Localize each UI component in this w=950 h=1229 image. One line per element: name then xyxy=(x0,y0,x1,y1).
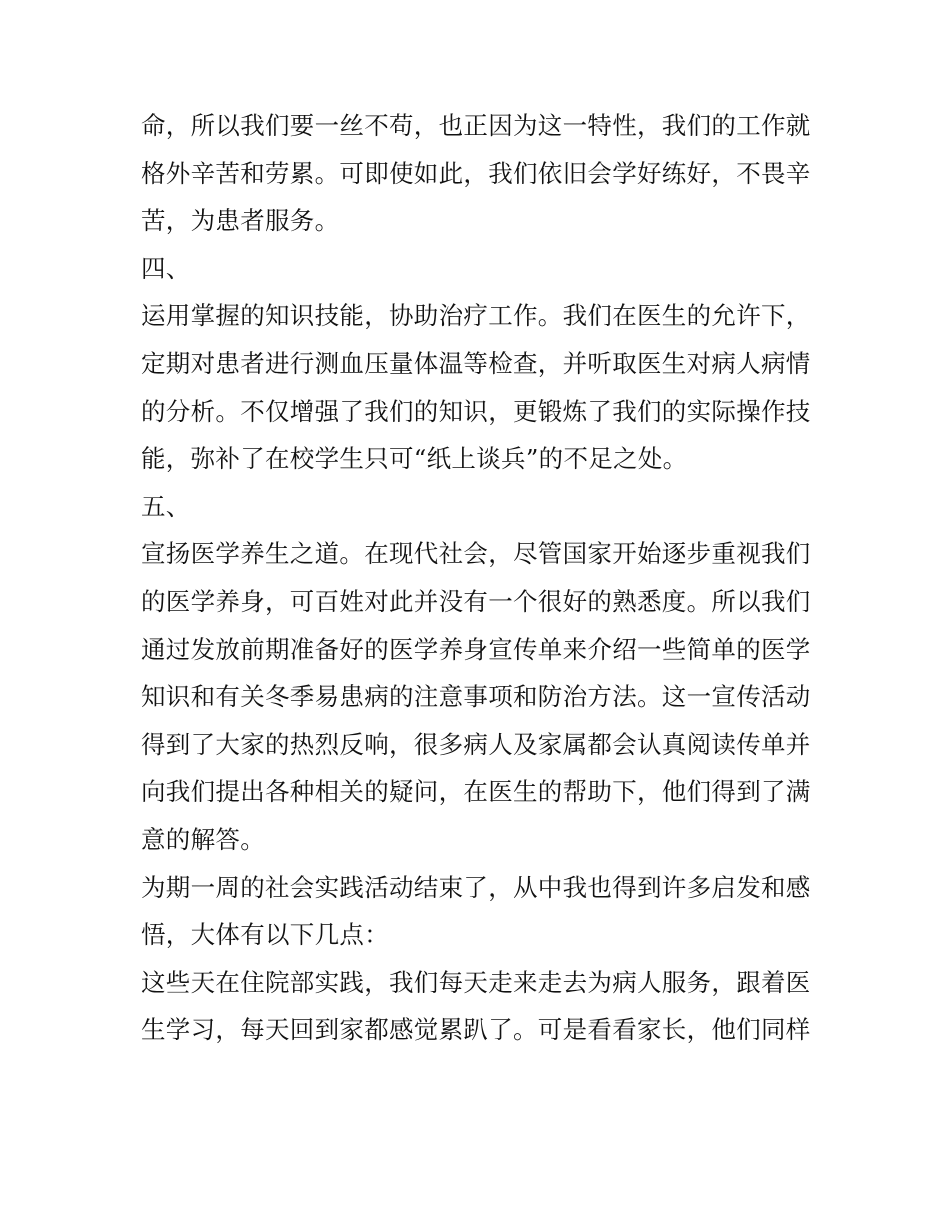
section-heading-5: 五、 xyxy=(141,491,191,521)
text-line: 为期一周的社会实践活动结束了，从中我也得到许多启发和感 xyxy=(141,872,811,902)
text-line: 宣扬医学养生之道。在现代社会，尽管国家开始逐步重视我们 xyxy=(141,539,811,569)
text-line: 苦，为患者服务。 xyxy=(141,206,340,236)
text-line: 生学习，每天回到家都感觉累趴了。可是看看家长，他们同样 xyxy=(141,1015,811,1045)
section-heading-4: 四、 xyxy=(141,253,191,283)
text-line: 得到了大家的热烈反响，很多病人及家属都会认真阅读传单并 xyxy=(141,729,811,759)
text-line: 通过发放前期准备好的医学养身宣传单来介绍一些简单的医学 xyxy=(141,634,811,664)
text-line: 运用掌握的知识技能，协助治疗工作。我们在医生的允许下， xyxy=(141,301,811,331)
text-line: 格外辛苦和劳累。可即使如此，我们依旧会学好练好，不畏辛 xyxy=(141,158,811,188)
text-line: 悟，大体有以下几点： xyxy=(141,920,389,950)
text-line: 能，弥补了在校学生只可“纸上谈兵”的不足之处。 xyxy=(141,444,688,474)
text-line: 向我们提出各种相关的疑问，在医生的帮助下，他们得到了满 xyxy=(141,777,811,807)
text-line: 这些天在住院部实践，我们每天走来走去为病人服务，跟着医 xyxy=(141,967,811,997)
text-line: 知识和有关冬季易患病的注意事项和防治方法。这一宣传活动 xyxy=(141,682,811,712)
text-line: 的医学养身，可百姓对此并没有一个很好的熟悉度。所以我们 xyxy=(141,586,811,616)
text-line: 定期对患者进行测血压量体温等检查，并听取医生对病人病情 xyxy=(141,348,811,378)
body-text xyxy=(141,102,821,1054)
text-line: 的分析。不仅增强了我们的知识，更锻炼了我们的实际操作技 xyxy=(141,396,811,426)
text-line: 意的解答。 xyxy=(141,824,265,854)
text-line: 命，所以我们要一丝不苟，也正因为这一特性，我们的工作就 xyxy=(141,111,811,140)
